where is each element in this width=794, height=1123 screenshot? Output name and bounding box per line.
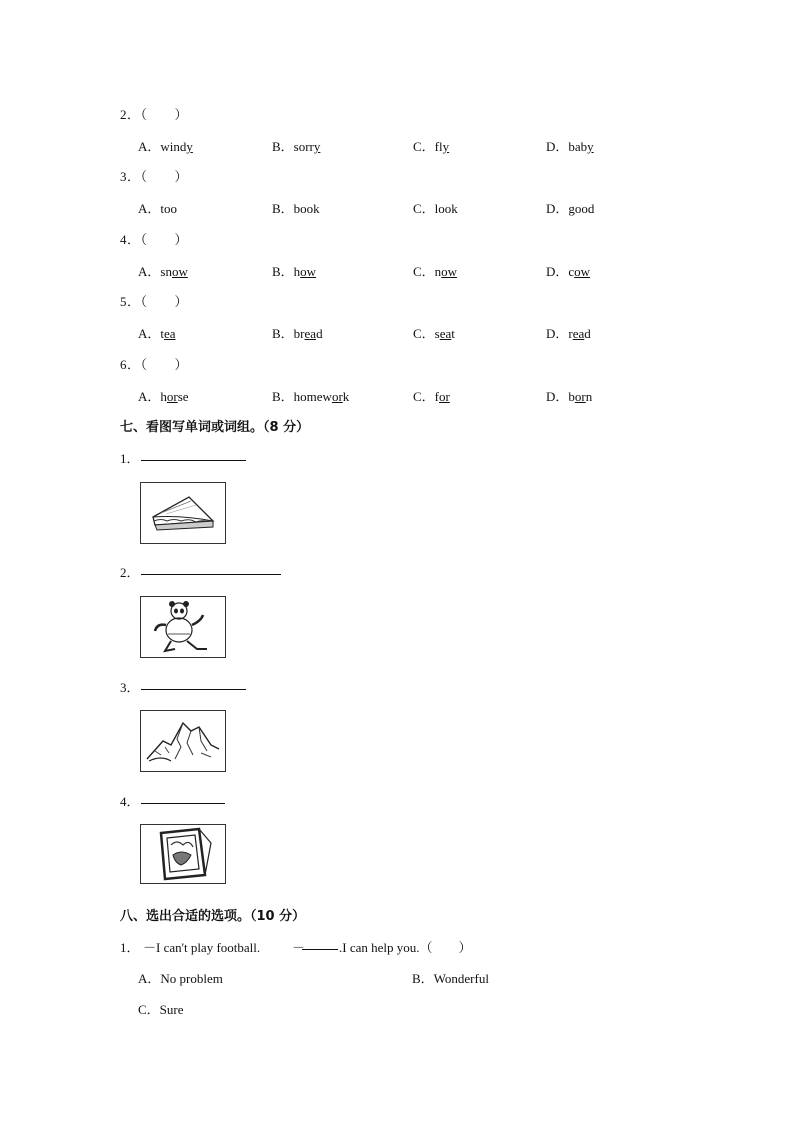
option-a: A．No problem (138, 971, 223, 986)
option-b: B．homework (272, 389, 350, 404)
question-number: 4．（ ） (120, 232, 189, 247)
item-number: 2． (120, 565, 140, 580)
option-d: D．good (546, 201, 595, 216)
option-c: C．now (413, 264, 458, 279)
answer-blank[interactable] (302, 937, 338, 950)
option-c: C．seat (413, 326, 455, 341)
answer-blank[interactable] (141, 448, 246, 461)
answer-blank[interactable] (141, 791, 225, 804)
option-b: B．sorry (272, 139, 321, 154)
option-a: A．windy (138, 139, 193, 154)
question-dash: － (292, 940, 306, 955)
option-d: D．read (546, 326, 591, 341)
question-number: 5．（ ） (120, 294, 189, 309)
option-a: A．tea (138, 326, 176, 341)
item-number: 4． (120, 794, 140, 809)
option-a: A．too (138, 201, 178, 216)
answer-blank[interactable] (141, 562, 281, 575)
option-d: D．cow (546, 264, 591, 279)
question-part-2: .I can help you.（ ） (339, 940, 472, 955)
mountain-icon (140, 710, 226, 772)
option-c: C．for (413, 389, 450, 404)
question-number: 2．（ ） (120, 107, 189, 122)
item-number: 1． (120, 451, 140, 466)
item-number: 1． (120, 940, 140, 955)
item-number: 3． (120, 680, 140, 695)
picture-frame-icon (140, 824, 226, 884)
option-b: B．how (272, 264, 317, 279)
question-part-1: －I can't play football. (143, 940, 261, 955)
option-c: C．look (413, 201, 458, 216)
option-d: D．born (546, 389, 593, 404)
section-7-title: 七、看图写单词或词组。（8 分） (120, 420, 310, 435)
sandwich-icon (140, 482, 226, 544)
question-number: 6．（ ） (120, 357, 189, 372)
option-b: B．Wonderful (412, 971, 489, 986)
section-8-title: 八、选出合适的选项。（10 分） (120, 909, 306, 924)
option-c: C．fly (413, 139, 450, 154)
option-c: C．Sure (138, 1002, 184, 1017)
question-number: 3．（ ） (120, 169, 189, 184)
option-a: A．snow (138, 264, 188, 279)
option-a: A．horse (138, 389, 189, 404)
panda-kungfu-icon (140, 596, 226, 658)
option-d: D．baby (546, 139, 594, 154)
option-b: B．bread (272, 326, 323, 341)
answer-blank[interactable] (141, 677, 246, 690)
option-b: B．book (272, 201, 320, 216)
